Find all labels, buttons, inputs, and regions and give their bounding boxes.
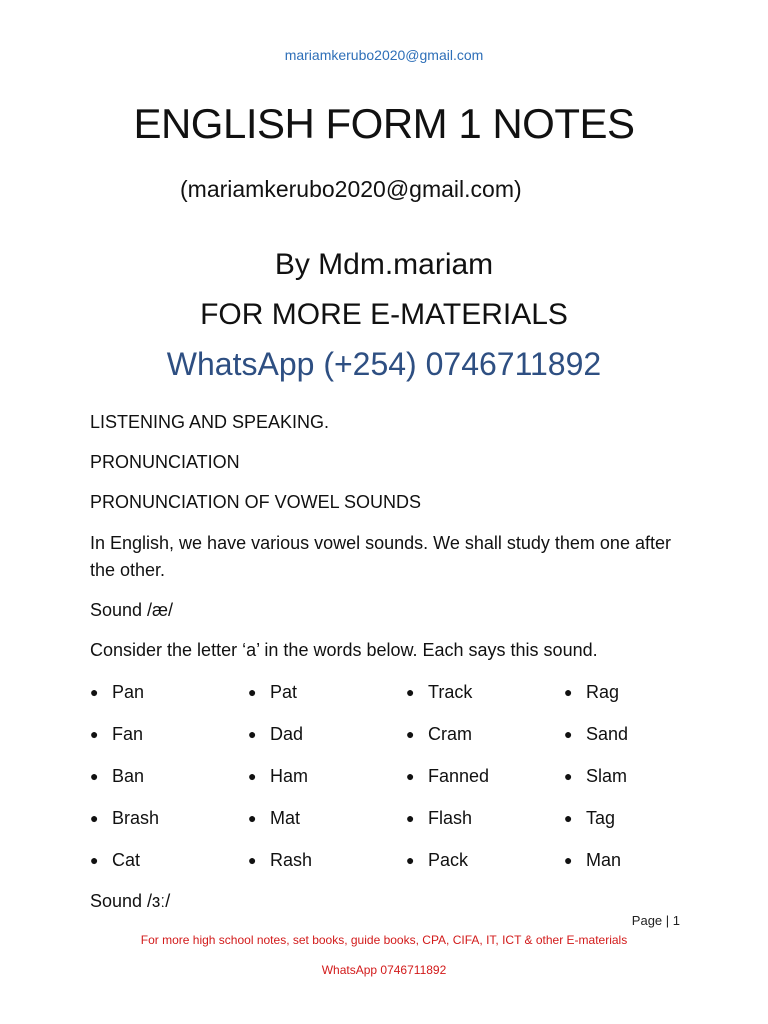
list-item <box>564 720 628 748</box>
sound-heading-er: Sound /ɜː/ <box>90 891 171 911</box>
bullet-icon: ● <box>406 726 415 742</box>
list-item <box>406 762 489 790</box>
list-item <box>90 846 140 874</box>
bullet-icon: ● <box>90 852 99 868</box>
list-item <box>564 762 627 790</box>
bullet-icon: ● <box>248 726 257 742</box>
bullet-icon: ● <box>406 810 415 826</box>
list-item <box>248 846 312 874</box>
bullet-icon: ● <box>564 768 573 784</box>
subsection-heading: PRONUNCIATION <box>90 452 240 472</box>
list-item-label: Brash <box>112 808 160 828</box>
list-item-label: Tag <box>586 808 616 828</box>
list-item-label: Pan <box>112 682 145 702</box>
list-item-label: Slam <box>586 766 628 786</box>
list-item-label: Pack <box>428 850 469 870</box>
list-item <box>248 762 308 790</box>
bullet-icon: ● <box>406 684 415 700</box>
list-item <box>564 678 619 706</box>
word-row <box>90 804 690 846</box>
bullet-icon: ● <box>90 726 99 742</box>
list-item <box>90 762 144 790</box>
list-item-label: Cram <box>428 724 472 744</box>
bullet-icon: ● <box>90 684 99 700</box>
topic-heading: PRONUNCIATION OF VOWEL SOUNDS <box>90 492 422 512</box>
list-item <box>406 846 468 874</box>
whatsapp-line: WhatsApp (+254) 0746711892 <box>166 346 602 382</box>
list-item <box>248 720 303 748</box>
author-line: By Mdm.mariam <box>274 248 494 281</box>
section-heading: LISTENING AND SPEAKING. <box>90 412 330 432</box>
list-item-label: Dad <box>270 724 304 744</box>
bullet-icon: ● <box>90 810 99 826</box>
bullet-icon: ● <box>564 852 573 868</box>
list-item-label: Pat <box>270 682 298 702</box>
word-list <box>90 678 690 888</box>
list-item <box>248 678 297 706</box>
list-item-label: Track <box>428 682 473 702</box>
word-row <box>90 678 690 720</box>
bullet-icon: ● <box>248 852 257 868</box>
bullet-icon: ● <box>248 810 257 826</box>
list-item <box>564 846 621 874</box>
bullet-icon: ● <box>406 852 415 868</box>
word-row <box>90 846 690 888</box>
bullet-icon: ● <box>406 768 415 784</box>
list-item-label: Cat <box>112 850 141 870</box>
word-row <box>90 762 690 804</box>
footer-promo: For more high school notes, set books, guide books, CPA, CIFA, IT, ICT & other E-materials <box>140 933 628 947</box>
list-item-label: Rag <box>586 682 620 702</box>
list-item-label: Fan <box>112 724 144 744</box>
list-item-label: Ban <box>112 766 145 786</box>
sound-heading-ae: Sound /æ/ <box>90 600 174 620</box>
list-item <box>406 720 472 748</box>
intro-paragraph: In English, we have various vowel sounds. We shall study them one after the other. <box>90 533 671 580</box>
bullet-icon: ● <box>564 684 573 700</box>
header-email: mariamkerubo2020@gmail.com <box>284 47 484 63</box>
page-number: Page | 1 <box>631 913 680 928</box>
list-item-label: Flash <box>428 808 473 828</box>
list-item <box>90 720 143 748</box>
bullet-icon: ● <box>248 768 257 784</box>
list-item <box>90 678 144 706</box>
title-email: (mariamkerubo2020@gmail.com) <box>180 176 522 202</box>
list-item-label: Man <box>586 850 622 870</box>
list-item-label: Mat <box>270 808 301 828</box>
bullet-icon: ● <box>564 726 573 742</box>
list-item <box>406 804 472 832</box>
instruction-paragraph: Consider the letter ‘a’ in the words below. Each says this sound. <box>90 640 598 660</box>
list-item <box>564 804 615 832</box>
list-item-label: Sand <box>586 724 629 744</box>
bullet-icon: ● <box>90 768 99 784</box>
footer-whatsapp: WhatsApp 0746711892 <box>321 963 447 977</box>
more-materials-line: FOR MORE E-MATERIALS <box>200 298 568 331</box>
list-item-label: Rash <box>270 850 313 870</box>
bullet-icon: ● <box>564 810 573 826</box>
word-row <box>90 720 690 762</box>
list-item-label: Ham <box>270 766 309 786</box>
list-item <box>406 678 472 706</box>
list-item-label: Fanned <box>428 766 490 786</box>
list-item <box>248 804 300 832</box>
list-item <box>90 804 159 832</box>
document-title: ENGLISH FORM 1 NOTES <box>133 100 635 147</box>
bullet-icon: ● <box>248 684 257 700</box>
